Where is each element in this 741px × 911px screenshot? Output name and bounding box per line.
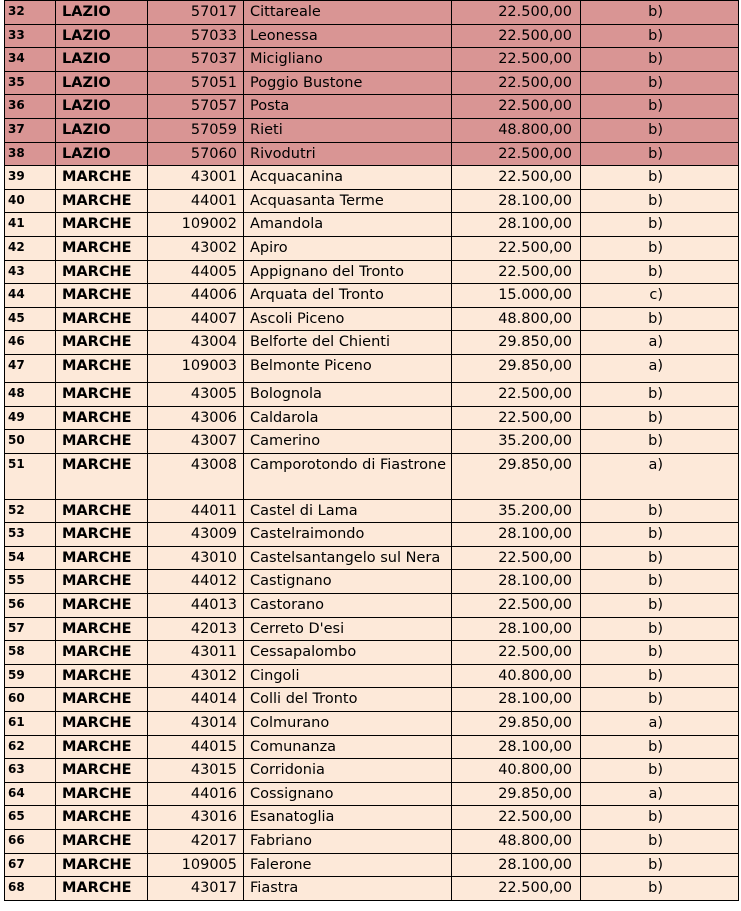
istat-code-cell: 43010 <box>148 546 244 570</box>
row-number-cell: 34 <box>5 48 56 72</box>
region-cell: LAZIO <box>56 95 148 119</box>
table-row <box>5 546 739 570</box>
municipality-name-cell: Ascoli Piceno <box>244 307 452 331</box>
table-body <box>5 1 739 901</box>
category-cell: b) <box>581 71 739 95</box>
istat-code-cell: 57017 <box>148 1 244 25</box>
table-row <box>5 166 739 190</box>
amount-cell: 28.100,00 <box>452 523 581 547</box>
istat-code-cell: 44005 <box>148 260 244 284</box>
municipality-name-cell: Cossignano <box>244 782 452 806</box>
table-row <box>5 284 739 308</box>
amount-cell: 15.000,00 <box>452 284 581 308</box>
table-row <box>5 617 739 641</box>
municipality-name-cell: Belforte del Chienti <box>244 331 452 355</box>
istat-code-cell: 43011 <box>148 641 244 665</box>
row-number-cell: 32 <box>5 1 56 25</box>
row-number-cell: 68 <box>5 877 56 901</box>
municipality-name-cell: Castel di Lama <box>244 499 452 523</box>
municipality-name-cell: Bolognola <box>244 382 452 406</box>
region-cell: MARCHE <box>56 782 148 806</box>
municipality-name-cell: Caldarola <box>244 406 452 430</box>
amount-cell: 28.100,00 <box>452 853 581 877</box>
row-number-cell: 55 <box>5 570 56 594</box>
municipality-table-sheet <box>4 0 739 901</box>
category-cell: b) <box>581 570 739 594</box>
table-row <box>5 142 739 166</box>
municipality-name-cell: Acquasanta Terme <box>244 189 452 213</box>
municipality-name-cell: Poggio Bustone <box>244 71 452 95</box>
amount-cell: 29.850,00 <box>452 331 581 355</box>
table-row <box>5 307 739 331</box>
region-cell: MARCHE <box>56 453 148 499</box>
table-row <box>5 48 739 72</box>
region-cell: LAZIO <box>56 1 148 25</box>
table-row <box>5 189 739 213</box>
istat-code-cell: 43006 <box>148 406 244 430</box>
region-cell: MARCHE <box>56 688 148 712</box>
istat-code-cell: 57037 <box>148 48 244 72</box>
istat-code-cell: 57060 <box>148 142 244 166</box>
table-row <box>5 1 739 25</box>
category-cell: b) <box>581 1 739 25</box>
table-row <box>5 24 739 48</box>
istat-code-cell: 57033 <box>148 24 244 48</box>
table-row <box>5 331 739 355</box>
region-cell: MARCHE <box>56 877 148 901</box>
category-cell: b) <box>581 830 739 854</box>
category-cell: b) <box>581 641 739 665</box>
istat-code-cell: 42013 <box>148 617 244 641</box>
region-cell: MARCHE <box>56 189 148 213</box>
municipality-name-cell: Leonessa <box>244 24 452 48</box>
region-cell: MARCHE <box>56 759 148 783</box>
category-cell: b) <box>581 24 739 48</box>
category-cell: b) <box>581 853 739 877</box>
row-number-cell: 36 <box>5 95 56 119</box>
istat-code-cell: 44012 <box>148 570 244 594</box>
row-number-cell: 47 <box>5 354 56 382</box>
amount-cell: 29.850,00 <box>452 712 581 736</box>
category-cell: b) <box>581 382 739 406</box>
row-number-cell: 62 <box>5 735 56 759</box>
municipality-name-cell: Colmurano <box>244 712 452 736</box>
region-cell: MARCHE <box>56 382 148 406</box>
amount-cell: 22.500,00 <box>452 236 581 260</box>
municipality-name-cell: Micigliano <box>244 48 452 72</box>
category-cell: a) <box>581 453 739 499</box>
istat-code-cell: 43012 <box>148 664 244 688</box>
istat-code-cell: 57051 <box>148 71 244 95</box>
istat-code-cell: 44011 <box>148 499 244 523</box>
row-number-cell: 45 <box>5 307 56 331</box>
amount-cell: 22.500,00 <box>452 142 581 166</box>
amount-cell: 48.800,00 <box>452 307 581 331</box>
table-row <box>5 712 739 736</box>
row-number-cell: 60 <box>5 688 56 712</box>
istat-code-cell: 44014 <box>148 688 244 712</box>
category-cell: b) <box>581 260 739 284</box>
region-cell: MARCHE <box>56 546 148 570</box>
table-row <box>5 260 739 284</box>
row-number-cell: 49 <box>5 406 56 430</box>
region-cell: MARCHE <box>56 260 148 284</box>
category-cell: b) <box>581 236 739 260</box>
region-cell: MARCHE <box>56 853 148 877</box>
row-number-cell: 66 <box>5 830 56 854</box>
istat-code-cell: 44013 <box>148 594 244 618</box>
istat-code-cell: 43005 <box>148 382 244 406</box>
table-row <box>5 759 739 783</box>
municipality-name-cell: Castignano <box>244 570 452 594</box>
amount-cell: 22.500,00 <box>452 95 581 119</box>
region-cell: LAZIO <box>56 24 148 48</box>
table-row <box>5 382 739 406</box>
region-cell: MARCHE <box>56 331 148 355</box>
municipality-name-cell: Colli del Tronto <box>244 688 452 712</box>
table-row <box>5 641 739 665</box>
municipality-name-cell: Belmonte Piceno <box>244 354 452 382</box>
category-cell: b) <box>581 806 739 830</box>
amount-cell: 28.100,00 <box>452 688 581 712</box>
amount-cell: 48.800,00 <box>452 830 581 854</box>
region-cell: MARCHE <box>56 594 148 618</box>
municipality-name-cell: Rieti <box>244 118 452 142</box>
row-number-cell: 37 <box>5 118 56 142</box>
istat-code-cell: 43002 <box>148 236 244 260</box>
table-row <box>5 594 739 618</box>
municipality-name-cell: Comunanza <box>244 735 452 759</box>
table-row <box>5 71 739 95</box>
table-row <box>5 430 739 454</box>
amount-cell: 22.500,00 <box>452 641 581 665</box>
region-cell: MARCHE <box>56 664 148 688</box>
table-row <box>5 806 739 830</box>
municipality-name-cell: Cessapalombo <box>244 641 452 665</box>
table-row <box>5 570 739 594</box>
table-row <box>5 735 739 759</box>
region-cell: MARCHE <box>56 523 148 547</box>
category-cell: b) <box>581 546 739 570</box>
row-number-cell: 46 <box>5 331 56 355</box>
amount-cell: 40.800,00 <box>452 759 581 783</box>
region-cell: MARCHE <box>56 166 148 190</box>
category-cell: b) <box>581 213 739 237</box>
category-cell: a) <box>581 712 739 736</box>
table-row <box>5 453 739 499</box>
category-cell: b) <box>581 118 739 142</box>
istat-code-cell: 109002 <box>148 213 244 237</box>
amount-cell: 48.800,00 <box>452 118 581 142</box>
municipality-name-cell: Apiro <box>244 236 452 260</box>
amount-cell: 22.500,00 <box>452 406 581 430</box>
istat-code-cell: 57057 <box>148 95 244 119</box>
amount-cell: 29.850,00 <box>452 354 581 382</box>
amount-cell: 22.500,00 <box>452 71 581 95</box>
row-number-cell: 42 <box>5 236 56 260</box>
table-row <box>5 499 739 523</box>
table-row <box>5 406 739 430</box>
category-cell: b) <box>581 877 739 901</box>
category-cell: b) <box>581 307 739 331</box>
table-row <box>5 523 739 547</box>
category-cell: b) <box>581 166 739 190</box>
region-cell: MARCHE <box>56 641 148 665</box>
istat-code-cell: 44006 <box>148 284 244 308</box>
region-cell: MARCHE <box>56 406 148 430</box>
region-cell: LAZIO <box>56 48 148 72</box>
region-cell: LAZIO <box>56 118 148 142</box>
table-row <box>5 664 739 688</box>
category-cell: b) <box>581 664 739 688</box>
category-cell: b) <box>581 95 739 119</box>
category-cell: c) <box>581 284 739 308</box>
amount-cell: 22.500,00 <box>452 594 581 618</box>
municipality-name-cell: Cittareale <box>244 1 452 25</box>
amount-cell: 29.850,00 <box>452 782 581 806</box>
row-number-cell: 65 <box>5 806 56 830</box>
municipality-name-cell: Castorano <box>244 594 452 618</box>
table-row <box>5 688 739 712</box>
category-cell: a) <box>581 354 739 382</box>
row-number-cell: 53 <box>5 523 56 547</box>
municipality-name-cell: Cerreto D'esi <box>244 617 452 641</box>
category-cell: b) <box>581 594 739 618</box>
category-cell: b) <box>581 406 739 430</box>
row-number-cell: 57 <box>5 617 56 641</box>
row-number-cell: 64 <box>5 782 56 806</box>
amount-cell: 28.100,00 <box>452 213 581 237</box>
category-cell: b) <box>581 430 739 454</box>
amount-cell: 22.500,00 <box>452 166 581 190</box>
category-cell: b) <box>581 142 739 166</box>
table-row <box>5 213 739 237</box>
region-cell: MARCHE <box>56 499 148 523</box>
istat-code-cell: 42017 <box>148 830 244 854</box>
istat-code-cell: 57059 <box>148 118 244 142</box>
municipality-name-cell: Arquata del Tronto <box>244 284 452 308</box>
municipality-name-cell: Camporotondo di Fiastrone <box>244 453 452 499</box>
region-cell: MARCHE <box>56 830 148 854</box>
category-cell: b) <box>581 759 739 783</box>
istat-code-cell: 43004 <box>148 331 244 355</box>
table-row <box>5 354 739 382</box>
row-number-cell: 39 <box>5 166 56 190</box>
region-cell: MARCHE <box>56 617 148 641</box>
amount-cell: 22.500,00 <box>452 24 581 48</box>
row-number-cell: 41 <box>5 213 56 237</box>
region-cell: MARCHE <box>56 213 148 237</box>
istat-code-cell: 109003 <box>148 354 244 382</box>
amount-cell: 22.500,00 <box>452 806 581 830</box>
istat-code-cell: 44016 <box>148 782 244 806</box>
amount-cell: 40.800,00 <box>452 664 581 688</box>
istat-code-cell: 43007 <box>148 430 244 454</box>
amount-cell: 28.100,00 <box>452 189 581 213</box>
amount-cell: 22.500,00 <box>452 382 581 406</box>
table-row <box>5 118 739 142</box>
municipality-name-cell: Amandola <box>244 213 452 237</box>
municipality-name-cell: Cingoli <box>244 664 452 688</box>
table-row <box>5 877 739 901</box>
municipality-name-cell: Rivodutri <box>244 142 452 166</box>
table-row <box>5 95 739 119</box>
category-cell: b) <box>581 189 739 213</box>
region-cell: MARCHE <box>56 806 148 830</box>
region-cell: MARCHE <box>56 354 148 382</box>
istat-code-cell: 44015 <box>148 735 244 759</box>
table-row <box>5 782 739 806</box>
region-cell: MARCHE <box>56 307 148 331</box>
row-number-cell: 56 <box>5 594 56 618</box>
amount-cell: 35.200,00 <box>452 430 581 454</box>
row-number-cell: 51 <box>5 453 56 499</box>
region-cell: MARCHE <box>56 284 148 308</box>
amount-cell: 29.850,00 <box>452 453 581 499</box>
amount-cell: 28.100,00 <box>452 735 581 759</box>
municipality-name-cell: Appignano del Tronto <box>244 260 452 284</box>
row-number-cell: 52 <box>5 499 56 523</box>
istat-code-cell: 44001 <box>148 189 244 213</box>
municipality-name-cell: Fabriano <box>244 830 452 854</box>
amount-cell: 22.500,00 <box>452 877 581 901</box>
region-cell: LAZIO <box>56 71 148 95</box>
row-number-cell: 43 <box>5 260 56 284</box>
table-row <box>5 853 739 877</box>
row-number-cell: 44 <box>5 284 56 308</box>
istat-code-cell: 43014 <box>148 712 244 736</box>
municipality-name-cell: Acquacanina <box>244 166 452 190</box>
category-cell: b) <box>581 499 739 523</box>
row-number-cell: 38 <box>5 142 56 166</box>
istat-code-cell: 43009 <box>148 523 244 547</box>
row-number-cell: 50 <box>5 430 56 454</box>
amount-cell: 35.200,00 <box>452 499 581 523</box>
municipality-name-cell: Fiastra <box>244 877 452 901</box>
row-number-cell: 63 <box>5 759 56 783</box>
row-number-cell: 35 <box>5 71 56 95</box>
row-number-cell: 40 <box>5 189 56 213</box>
amount-cell: 22.500,00 <box>452 546 581 570</box>
category-cell: b) <box>581 523 739 547</box>
category-cell: a) <box>581 331 739 355</box>
municipality-name-cell: Posta <box>244 95 452 119</box>
row-number-cell: 33 <box>5 24 56 48</box>
amount-cell: 28.100,00 <box>452 570 581 594</box>
region-cell: MARCHE <box>56 236 148 260</box>
row-number-cell: 48 <box>5 382 56 406</box>
category-cell: b) <box>581 617 739 641</box>
municipality-name-cell: Falerone <box>244 853 452 877</box>
istat-code-cell: 43016 <box>148 806 244 830</box>
region-cell: MARCHE <box>56 570 148 594</box>
category-cell: b) <box>581 735 739 759</box>
istat-code-cell: 44007 <box>148 307 244 331</box>
row-number-cell: 59 <box>5 664 56 688</box>
row-number-cell: 67 <box>5 853 56 877</box>
amount-cell: 22.500,00 <box>452 1 581 25</box>
row-number-cell: 61 <box>5 712 56 736</box>
istat-code-cell: 43015 <box>148 759 244 783</box>
municipality-name-cell: Corridonia <box>244 759 452 783</box>
region-cell: LAZIO <box>56 142 148 166</box>
amount-cell: 22.500,00 <box>452 260 581 284</box>
table-row <box>5 236 739 260</box>
istat-code-cell: 109005 <box>148 853 244 877</box>
category-cell: b) <box>581 48 739 72</box>
istat-code-cell: 43008 <box>148 453 244 499</box>
municipality-name-cell: Esanatoglia <box>244 806 452 830</box>
istat-code-cell: 43001 <box>148 166 244 190</box>
category-cell: b) <box>581 688 739 712</box>
amount-cell: 22.500,00 <box>452 48 581 72</box>
row-number-cell: 58 <box>5 641 56 665</box>
amount-cell: 28.100,00 <box>452 617 581 641</box>
istat-code-cell: 43017 <box>148 877 244 901</box>
region-cell: MARCHE <box>56 430 148 454</box>
row-number-cell: 54 <box>5 546 56 570</box>
table-row <box>5 830 739 854</box>
region-cell: MARCHE <box>56 712 148 736</box>
municipality-name-cell: Castelsantangelo sul Nera <box>244 546 452 570</box>
category-cell: a) <box>581 782 739 806</box>
region-cell: MARCHE <box>56 735 148 759</box>
municipality-name-cell: Camerino <box>244 430 452 454</box>
municipality-name-cell: Castelraimondo <box>244 523 452 547</box>
municipality-table <box>4 0 739 901</box>
